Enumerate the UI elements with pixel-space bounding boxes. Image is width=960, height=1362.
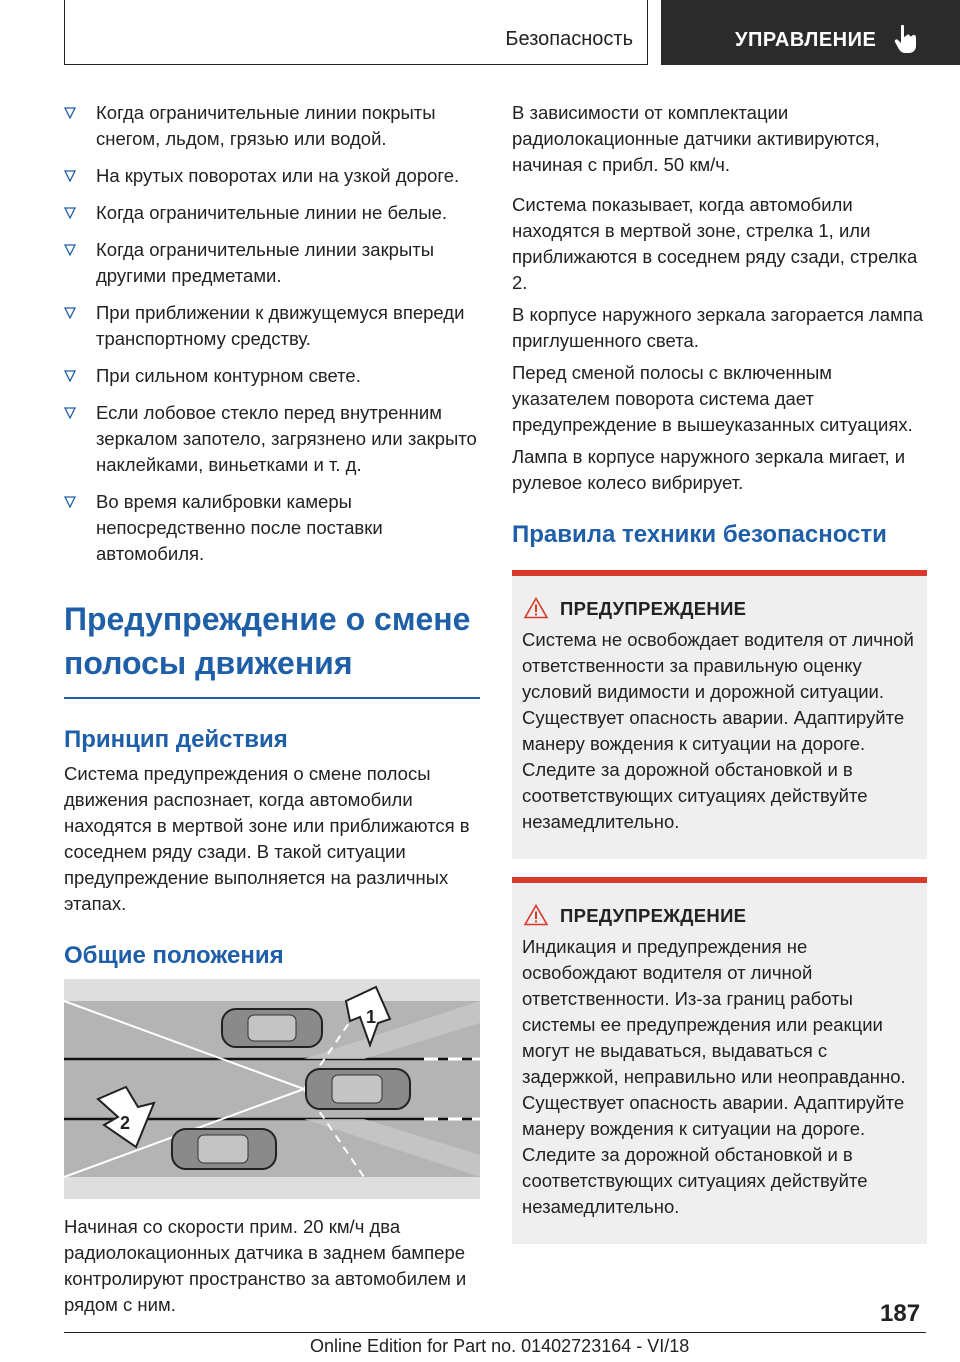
- arrow-2-label: 2: [120, 1112, 131, 1133]
- car-upper-left: [222, 1009, 322, 1047]
- list-item: Если лобовое стекло перед внутренним зеркалом запотело, загрязнено или закрыто наклейками, виньетками и т. д.: [64, 400, 480, 478]
- warning-triangle-icon: [524, 904, 548, 926]
- bullet-triangle-icon: [64, 244, 76, 256]
- left-column: [64, 100, 480, 1318]
- conditions-list: [64, 100, 480, 567]
- footer-divider: [64, 1332, 926, 1333]
- car-lower-left: [172, 1129, 276, 1169]
- pointing-hand-icon: [893, 24, 919, 54]
- bullet-triangle-icon: [64, 107, 76, 119]
- bullet-triangle-icon: [64, 307, 76, 319]
- section-title: Предупреждение о смене полосы движения: [64, 601, 471, 681]
- principle-heading: Принцип действия: [64, 725, 288, 753]
- car-own: [306, 1069, 410, 1109]
- safety-heading: Правила техники безопасности: [512, 521, 887, 548]
- list-item: Во время калибровки камеры непосредственно после поставки автомобиля.: [64, 489, 480, 567]
- warning-box-1: [512, 570, 927, 859]
- paragraph: В корпусе наружного зеркала загорается лампа приглушенного света.: [512, 304, 924, 351]
- header-chapter-label: УПРАВЛЕНИЕ: [735, 29, 877, 51]
- principle-text: Система предупреждения о смене полосы движения распознает, когда автомобили находятся в мертвой зоне или приближаются в соседнем ряду сзади. В такой ситуации предупреждение выполняется на различных этапах.: [64, 762, 470, 914]
- section-divider: [64, 697, 480, 699]
- header-chapter-tab[interactable]: [661, 0, 960, 65]
- warning-title: ПРЕДУПРЕЖДЕНИЕ: [560, 903, 917, 929]
- bullet-triangle-icon: [64, 207, 76, 219]
- list-item: При сильном контурном свете.: [64, 363, 480, 389]
- warning-box-2: [512, 877, 927, 1244]
- arrow-1-label: 1: [366, 1006, 377, 1027]
- bullet-triangle-icon: [64, 407, 76, 419]
- list-item: На крутых поворотах или на узкой дороге.: [64, 163, 480, 189]
- list-item: При приближении к движущемуся впереди транспортному средству.: [64, 300, 480, 352]
- paragraph: В зависимости от комплектации радиолокационные датчики активируются, начиная с прибл. 50 км/ч.: [512, 102, 880, 175]
- warning-title: ПРЕДУПРЕЖДЕНИЕ: [560, 596, 917, 622]
- right-column: [512, 100, 927, 1244]
- general-caption: Начиная со скорости прим. 20 км/ч два радиолокационных датчика в заднем бампере контролируют пространство за автомобилем и рядом с ним.: [64, 1215, 467, 1315]
- page-number: 187: [880, 1300, 921, 1327]
- header-section-title: Безопасность: [505, 28, 633, 50]
- paragraph: Перед сменой полосы с включенным указателем поворота система дает предупреждение в вышеуказанных ситуациях.: [512, 362, 913, 435]
- footer-edition: Online Edition for Part no. 01402723164 - VI/18: [310, 1336, 690, 1356]
- blind-spot-diagram: [64, 979, 480, 1199]
- bullet-triangle-icon: [64, 170, 76, 182]
- list-item: Когда ограничительные линии закрыты другими предметами.: [64, 237, 480, 289]
- header-frame: [64, 0, 648, 65]
- bullet-triangle-icon: [64, 496, 76, 508]
- list-item: Когда ограничительные линии покрыты снегом, льдом, грязью или водой.: [64, 100, 480, 152]
- general-heading: Общие положения: [64, 941, 284, 969]
- paragraph: Система показывает, когда автомобили находятся в мертвой зоне, стрелка 1, или приближаются в соседнем ряду сзади, стрелка 2.: [512, 194, 918, 293]
- warning-triangle-icon: [524, 597, 548, 619]
- warning-text: Индикация и предупреждения не освобождают водителя от личной ответственности. Из-за границ работы системы ее предупреждения или реакции могут не выдаваться, выдаваться с задержкой, неправильно или неоправданно. Существует опасность аварии. Адаптируйте манеру вождения к ситуации на дороге. Следите за дорожной обстановкой и в соответствующих ситуациях действуйте незамедлительно.: [522, 936, 906, 1217]
- list-item: Когда ограничительные линии не белые.: [64, 200, 480, 226]
- warning-text: Система не освобождает водителя от личной ответственности за правильную оценку условий видимости и дорожной ситуации. Существует опасность аварии. Адаптируйте манеру вождения к ситуации на дороге. Следите за дорожной обстановкой и в соответствующих ситуациях действуйте незамедлительно.: [522, 629, 914, 832]
- bullet-triangle-icon: [64, 370, 76, 382]
- paragraph: Лампа в корпусе наружного зеркала мигает, и рулевое колесо вибрирует.: [512, 446, 906, 493]
